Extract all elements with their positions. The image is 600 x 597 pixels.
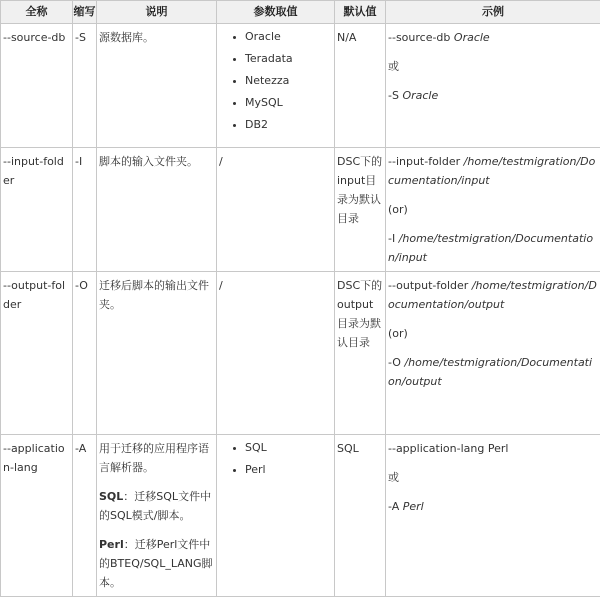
- description-term: SQL: [99, 490, 123, 503]
- list-item: • DB2: [245, 116, 332, 134]
- header-values: 参数取值: [217, 1, 335, 24]
- cell-default: SQL: [335, 435, 386, 597]
- cell-full-name: --output-folder: [1, 272, 73, 435]
- example-prefix: -O: [388, 356, 404, 369]
- values-list: [219, 28, 332, 134]
- example-line: [388, 497, 598, 516]
- example-prefix: --output-folder: [388, 279, 472, 292]
- header-example: 示例: [386, 1, 600, 24]
- example-line: [388, 28, 598, 47]
- table-row: [1, 272, 600, 435]
- description-term: Perl: [99, 538, 124, 551]
- cell-abbreviation: -I: [73, 148, 97, 272]
- example-or: 或: [388, 468, 598, 487]
- description-detail: ：迁移Perl文件中的BTEQ/SQL_LANG脚本。: [99, 538, 213, 589]
- example-or: 或: [388, 57, 598, 76]
- cell-example: [386, 24, 600, 148]
- cell-example: [386, 272, 600, 435]
- table-row: [1, 148, 600, 272]
- example-prefix: -S: [388, 89, 402, 102]
- example-value: /home/testmigration/Documentation/output: [388, 279, 597, 311]
- example-value: /home/testmigration/Documentation/output: [388, 356, 592, 388]
- example-value: Oracle: [402, 89, 438, 102]
- example-prefix: --source-db: [388, 31, 454, 44]
- example-value: Perl: [403, 500, 424, 513]
- list-item: • Netezza: [245, 72, 332, 90]
- cell-full-name: --source-db: [1, 24, 73, 148]
- example-line: [388, 86, 598, 105]
- cell-abbreviation: -S: [73, 24, 97, 148]
- cell-description: 源数据库。: [97, 24, 217, 148]
- cell-default: N/A: [335, 24, 386, 148]
- example-line: [388, 229, 598, 267]
- list-item: • SQL: [245, 439, 332, 457]
- example-prefix: -A: [388, 500, 403, 513]
- cell-example: [386, 148, 600, 272]
- description-detail: ：迁移SQL文件中的SQL模式/脚本。: [99, 490, 211, 522]
- list-item: • MySQL: [245, 94, 332, 112]
- cell-description: 迁移后脚本的输出文件夹。: [97, 272, 217, 435]
- cell-values: [217, 435, 335, 597]
- description-text: 用于迁移的应用程序语言解析器。: [99, 439, 214, 477]
- cell-example: [386, 435, 600, 597]
- cell-default: DSC下的input目录为默认目录: [335, 148, 386, 272]
- example-prefix: --input-folder: [388, 155, 464, 168]
- list-item: • Teradata: [245, 50, 332, 68]
- list-item: • Perl: [245, 461, 332, 479]
- cell-description: [97, 435, 217, 597]
- header-description: 说明: [97, 1, 217, 24]
- cell-abbreviation: -O: [73, 272, 97, 435]
- example-value: /home/testmigration/Documentation/input: [388, 232, 593, 264]
- example-or: (or): [388, 324, 598, 343]
- description-sql: [99, 487, 214, 525]
- cell-default: DSC下的output目录为默认目录: [335, 272, 386, 435]
- cell-values: [217, 24, 335, 148]
- cell-values: /: [217, 272, 335, 435]
- example-prefix: -I: [388, 232, 399, 245]
- list-item: • Oracle: [245, 28, 332, 46]
- example-or: (or): [388, 200, 598, 219]
- cell-values: /: [217, 148, 335, 272]
- header-row: [1, 1, 600, 24]
- header-full-name: 全称: [1, 1, 73, 24]
- example-line: [388, 276, 598, 314]
- example-value: /home/testmigration/Documentation/input: [388, 155, 595, 187]
- cell-abbreviation: -A: [73, 435, 97, 597]
- cell-full-name: --input-folder: [1, 148, 73, 272]
- cell-description: 脚本的输入文件夹。: [97, 148, 217, 272]
- example-line: --application-lang Perl: [388, 439, 598, 458]
- header-abbreviation: 缩写: [73, 1, 97, 24]
- example-value: Oracle: [454, 31, 490, 44]
- example-line: [388, 353, 598, 391]
- example-line: [388, 152, 598, 190]
- values-list: [219, 439, 332, 479]
- table-row: [1, 24, 600, 148]
- description-perl: [99, 535, 214, 592]
- header-default: 默认值: [335, 1, 386, 24]
- table-row: [1, 435, 600, 597]
- cell-full-name: --application-lang: [1, 435, 73, 597]
